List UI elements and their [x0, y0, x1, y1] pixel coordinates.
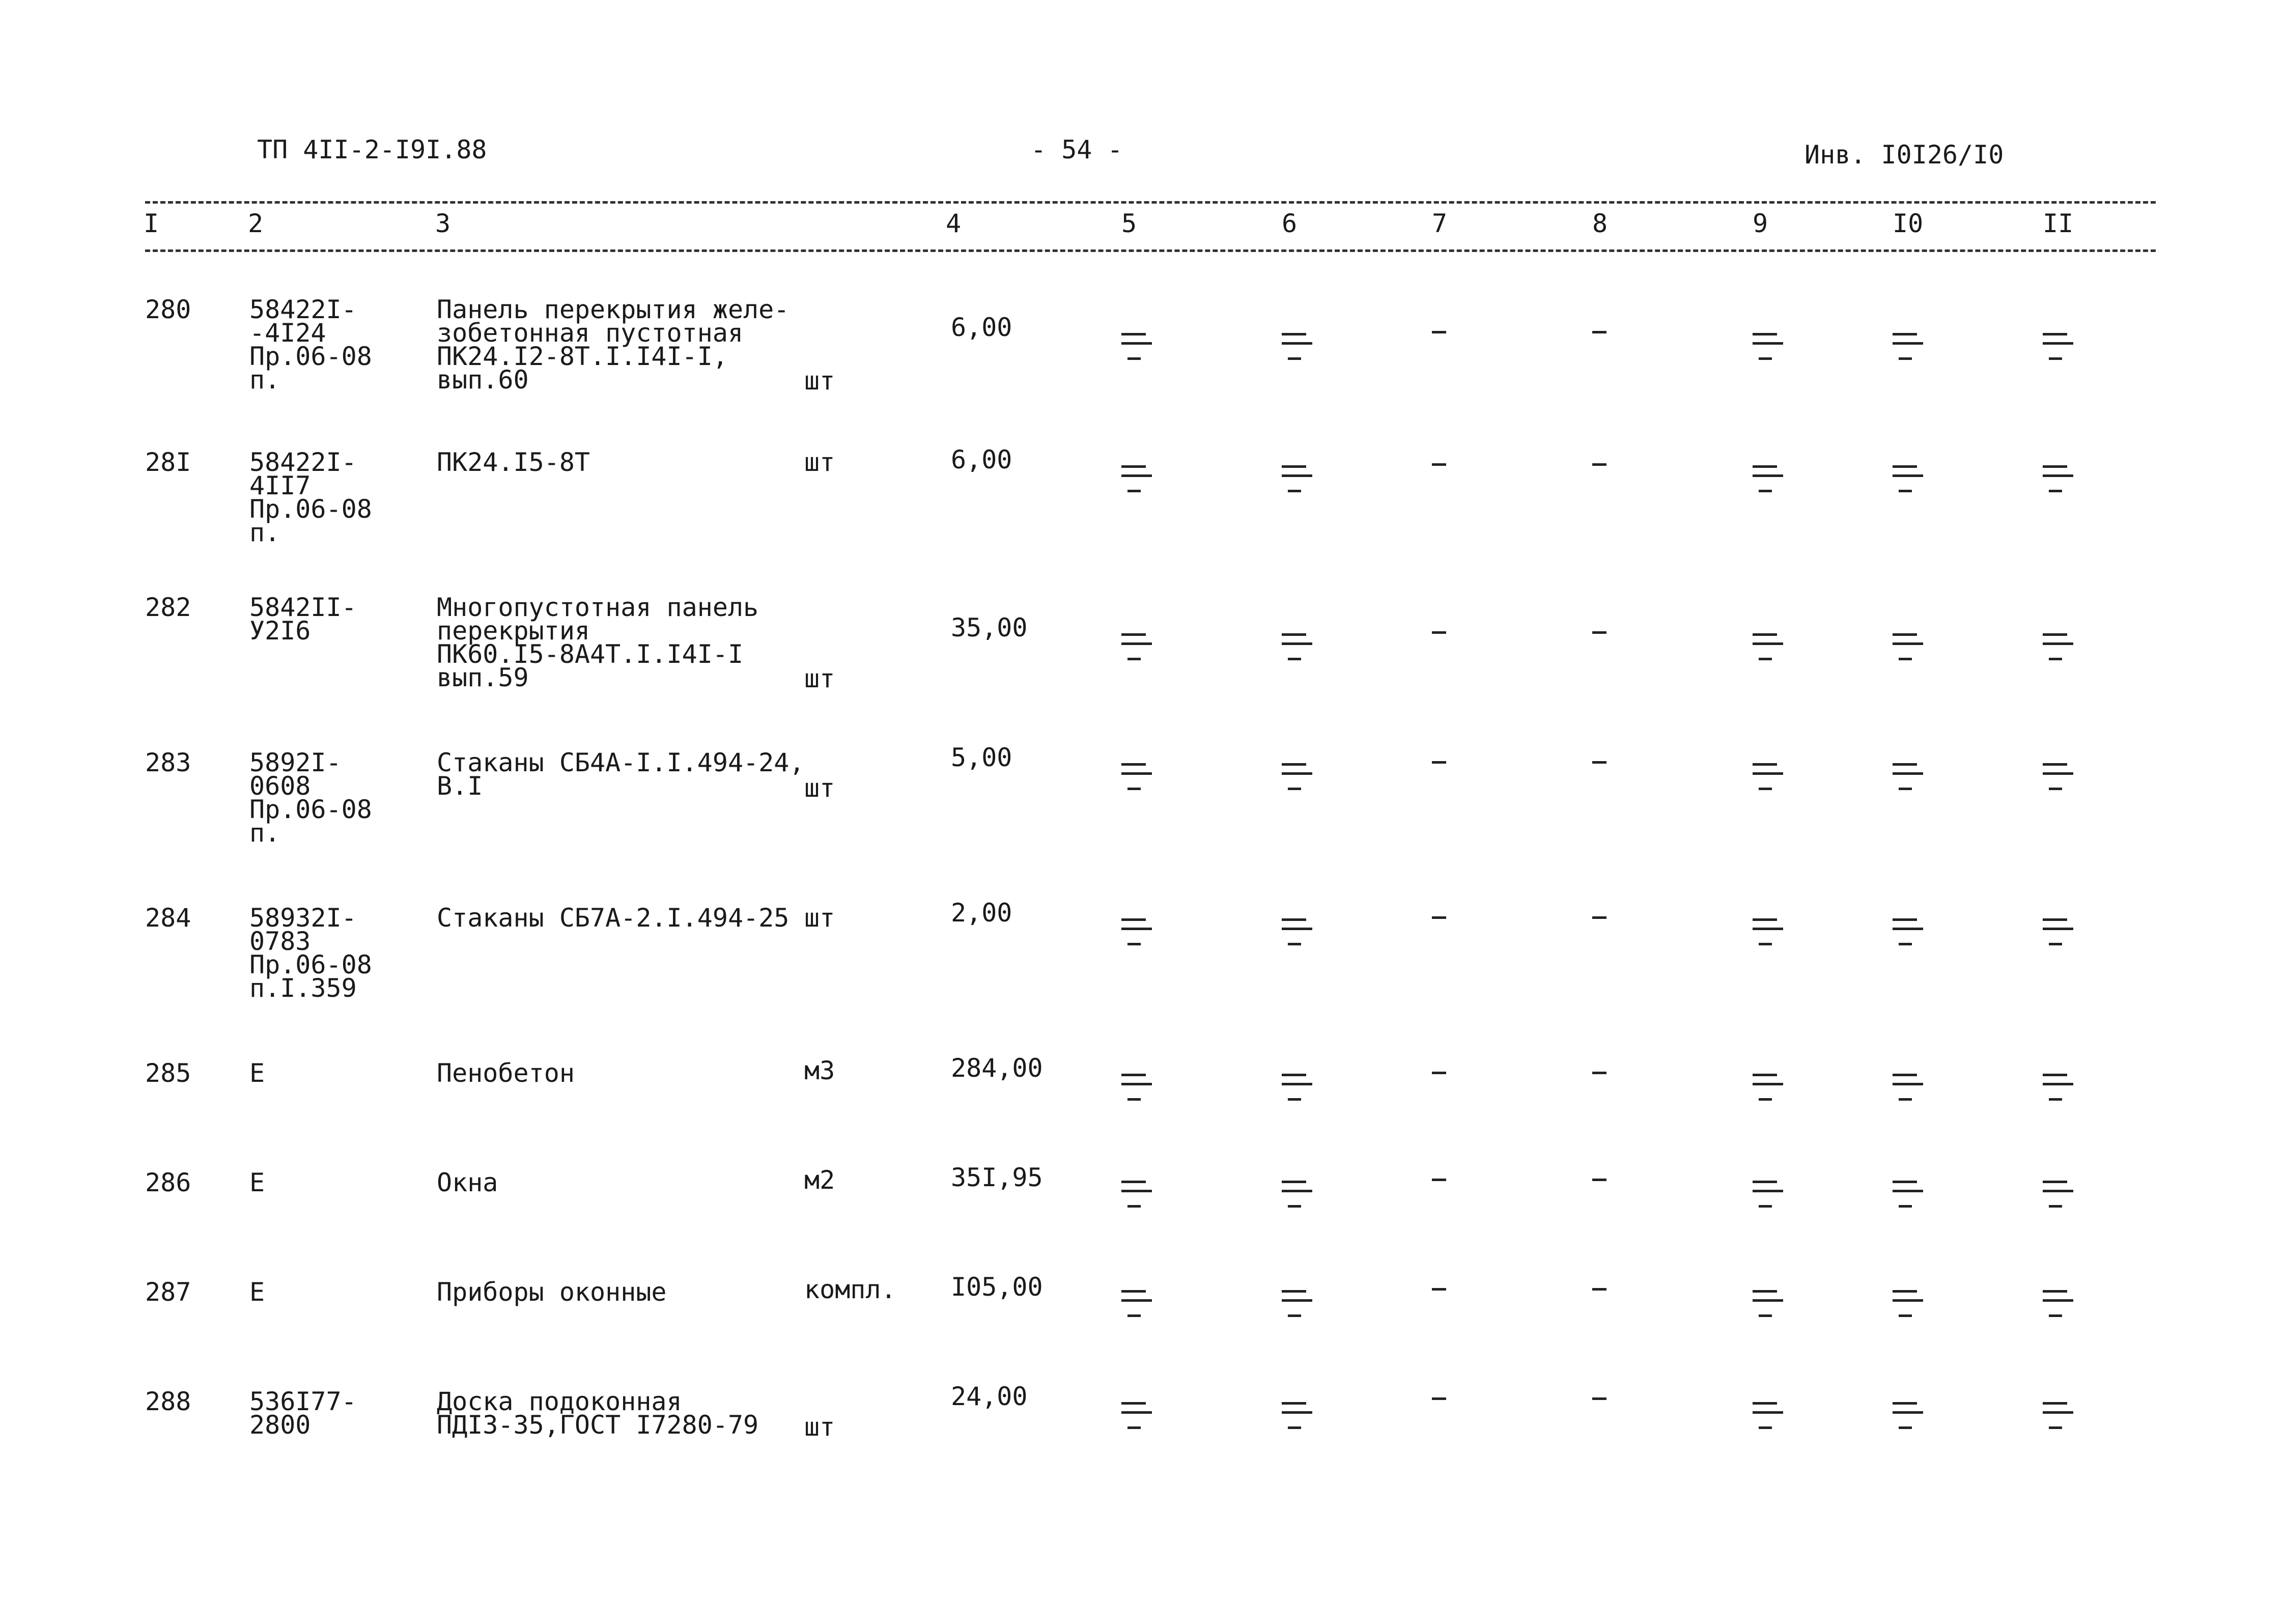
page-number: - 54 -: [1031, 135, 1123, 164]
ditto-mark: [2043, 1283, 2073, 1319]
dash-mark: [1592, 1179, 1606, 1181]
dash-mark: [1432, 331, 1446, 333]
row-number: 288: [145, 1387, 191, 1416]
ditto-mark: [1282, 458, 1312, 494]
item-code: 58422I- -4I24 Пр.06-08 п.: [249, 295, 372, 395]
column-header-7: 7: [1432, 209, 1448, 238]
row-number: 287: [145, 1277, 191, 1307]
column-header-5: 5: [1121, 209, 1137, 238]
item-code: Е: [249, 1058, 265, 1088]
header-top-rule: [145, 201, 2156, 204]
dash-mark: [1592, 631, 1606, 634]
column-header-8: 8: [1592, 209, 1608, 238]
ditto-mark: [1282, 756, 1312, 792]
ditto-mark: [1282, 1283, 1312, 1319]
dash-mark: [1592, 463, 1606, 466]
item-name: Пенобетон: [437, 1058, 575, 1088]
item-code: 536I77- 2800: [249, 1387, 357, 1440]
ditto-mark: [1121, 1173, 1152, 1209]
item-quantity: I05,00: [951, 1272, 1043, 1302]
ditto-mark: [1121, 326, 1152, 361]
ditto-mark: [1753, 1173, 1783, 1209]
dash-mark: [1592, 761, 1606, 764]
ditto-mark: [1893, 911, 1923, 947]
ditto-mark: [1121, 756, 1152, 792]
item-code: 58932I- 0783 Пр.06-08 п.I.359: [249, 903, 372, 1003]
ditto-mark: [1121, 1067, 1152, 1102]
dash-mark: [1592, 331, 1606, 333]
ditto-mark: [1753, 458, 1783, 494]
ditto-mark: [2043, 911, 2073, 947]
ditto-mark: [1753, 1283, 1783, 1319]
column-header-6: 6: [1282, 209, 1298, 238]
ditto-mark: [1893, 326, 1923, 361]
ditto-mark: [1282, 626, 1312, 662]
inventory-number: Инв. I0I26/I0: [1804, 140, 2004, 170]
dash-mark: [1432, 1179, 1446, 1181]
dash-mark: [1432, 916, 1446, 919]
item-name: Окна: [437, 1168, 498, 1197]
ditto-mark: [1893, 1395, 1923, 1431]
document-code: ТП 4II-2-I9I.88: [257, 135, 487, 164]
ditto-mark: [2043, 626, 2073, 662]
ditto-mark: [1893, 1067, 1923, 1102]
item-quantity: 35,00: [951, 613, 1028, 642]
column-header-10: I0: [1893, 209, 1924, 238]
ditto-mark: [1893, 458, 1923, 494]
row-number: 280: [145, 295, 191, 324]
ditto-mark: [1121, 1395, 1152, 1431]
ditto-mark: [2043, 1395, 2073, 1431]
dash-mark: [1432, 463, 1446, 466]
item-quantity: 6,00: [951, 313, 1012, 342]
ditto-mark: [1753, 326, 1783, 361]
ditto-mark: [1121, 626, 1152, 662]
ditto-mark: [1753, 626, 1783, 662]
item-unit: шт: [804, 773, 835, 803]
ditto-mark: [1893, 756, 1923, 792]
item-code: 5892I- 0608 Пр.06-08 п.: [249, 748, 372, 848]
item-unit: м2: [804, 1165, 835, 1195]
ditto-mark: [1893, 626, 1923, 662]
ditto-mark: [2043, 458, 2073, 494]
row-number: 285: [145, 1058, 191, 1088]
ditto-mark: [1282, 1395, 1312, 1431]
row-number: 286: [145, 1168, 191, 1197]
row-number: 282: [145, 593, 191, 622]
item-unit: шт: [804, 447, 835, 477]
item-quantity: 35I,95: [951, 1163, 1043, 1192]
dash-mark: [1432, 1397, 1446, 1400]
item-unit: шт: [804, 366, 835, 396]
dash-mark: [1592, 916, 1606, 919]
ditto-mark: [1282, 1173, 1312, 1209]
dash-mark: [1432, 631, 1446, 634]
ditto-mark: [1753, 1395, 1783, 1431]
item-quantity: 6,00: [951, 445, 1012, 474]
item-quantity: 5,00: [951, 743, 1012, 772]
ditto-mark: [1282, 326, 1312, 361]
item-unit: шт: [804, 1412, 835, 1442]
item-name: Многопустотная панель перекрытия ПК60.I5-8А4Т.I.I4I-I вып.59: [437, 593, 759, 692]
item-name: Доска подоконная ПДI3-35,ГОСТ I7280-79: [437, 1387, 759, 1440]
column-header-9: 9: [1753, 209, 1768, 238]
item-name: ПК24.I5-8Т: [437, 447, 590, 477]
column-header-3: 3: [435, 209, 451, 238]
ditto-mark: [1753, 911, 1783, 947]
column-header-2: 2: [248, 209, 264, 238]
dash-mark: [1432, 761, 1446, 764]
item-name: Стаканы СБ7А-2.I.494-25: [437, 903, 789, 933]
ditto-mark: [1893, 1283, 1923, 1319]
ditto-mark: [2043, 326, 2073, 361]
row-number: 28I: [145, 447, 191, 477]
item-code: 5842II- У2I6: [249, 593, 357, 646]
ditto-mark: [1121, 1283, 1152, 1319]
dash-mark: [1432, 1072, 1446, 1074]
ditto-mark: [1893, 1173, 1923, 1209]
ditto-mark: [2043, 756, 2073, 792]
item-quantity: 284,00: [951, 1053, 1043, 1083]
ditto-mark: [2043, 1067, 2073, 1102]
column-header-4: 4: [946, 209, 962, 238]
ditto-mark: [1753, 756, 1783, 792]
item-unit: шт: [804, 664, 835, 693]
dash-mark: [1592, 1072, 1606, 1074]
ditto-mark: [1753, 1067, 1783, 1102]
column-header-11: II: [2043, 209, 2074, 238]
item-code: Е: [249, 1168, 265, 1197]
ditto-mark: [2043, 1173, 2073, 1209]
item-name: Стаканы СБ4А-I.I.494-24, В.I: [437, 748, 805, 801]
column-header-1: I: [144, 209, 159, 238]
dash-mark: [1592, 1288, 1606, 1291]
dash-mark: [1432, 1288, 1446, 1291]
ditto-mark: [1282, 1067, 1312, 1102]
ditto-mark: [1282, 911, 1312, 947]
item-code: Е: [249, 1277, 265, 1307]
ditto-mark: [1121, 458, 1152, 494]
ditto-mark: [1121, 911, 1152, 947]
item-quantity: 24,00: [951, 1382, 1028, 1411]
item-unit: компл.: [804, 1275, 896, 1304]
header-bottom-rule: [145, 249, 2156, 252]
dash-mark: [1592, 1397, 1606, 1400]
item-code: 58422I- 4II7 Пр.06-08 п.: [249, 447, 372, 547]
item-unit: шт: [804, 903, 835, 933]
row-number: 283: [145, 748, 191, 777]
item-name: Приборы оконные: [437, 1277, 667, 1307]
item-unit: м3: [804, 1056, 835, 1085]
item-name: Панель перекрытия желе- зобетонная пустотная ПК24.I2-8Т.I.I4I-I, вып.60: [437, 295, 789, 395]
row-number: 284: [145, 903, 191, 933]
item-quantity: 2,00: [951, 898, 1012, 928]
